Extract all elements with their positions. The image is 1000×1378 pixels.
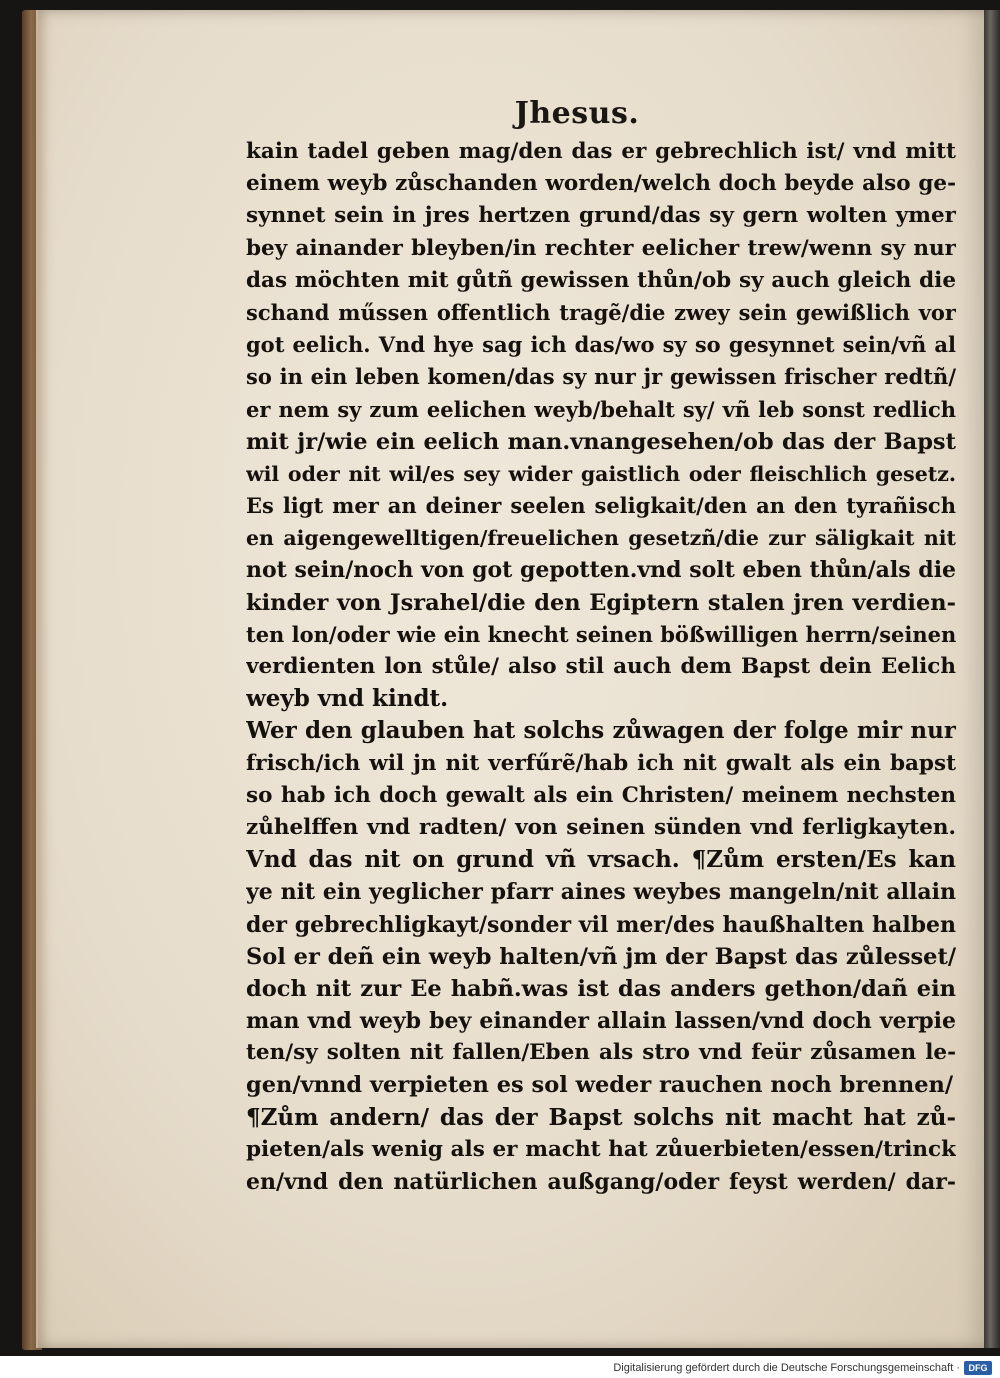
text-line: synnet sein in jres hertzen grund/das sy gern wolten ymer <box>246 203 956 229</box>
text-line: mit jr/wie ein eelich man.vnangesehen/ob das der Bapst <box>246 428 956 455</box>
text-line: weyb vnd kindt. <box>246 685 449 713</box>
text-line: das möchten mit gůtñ gewissen thůn/ob sy auch gleich die <box>246 267 956 293</box>
adjacent-page-edge <box>984 10 1000 1348</box>
text-line: gen/vnnd verpieten es sol weder rauchen noch brennen/ <box>246 1072 954 1099</box>
text-line: Es ligt mer an deiner seelen seligkait/den an den tyrañisch <box>246 493 956 519</box>
text-line: pieten/als wenig als er macht hat zůuerbieten/essen/trinck <box>246 1136 956 1162</box>
text-line: man vnd weyb bey einander allain lassen/vnd doch verpie <box>246 1008 956 1035</box>
text-line: not sein/noch von got gepotten.vnd solt eben thůn/als die <box>246 557 956 584</box>
text-line: doch nit zur Ee habñ.was ist das anders gethon/dañ ein <box>246 975 956 1002</box>
text-line: schand műssen offentlich tragẽ/die zwey sein gewißlich vor <box>246 299 956 325</box>
text-line: bey ainander bleyben/in rechter eelicher trew/wenn sy nur <box>246 235 956 261</box>
text-line: der gebrechligkayt/sonder vil mer/des haußhalten halben <box>246 911 956 938</box>
page-heading: Jhesus. <box>514 96 640 131</box>
text-line: en aigengewelltigen/freuelichen gesetzñ/die zur säligkait nit <box>246 526 956 551</box>
text-line: ye nit ein yeglicher pfarr aines weybes mangeln/nit allain <box>246 879 956 906</box>
text-line: ¶Zům andern/ das der Bapst solchs nit macht hat zů‑ <box>246 1103 956 1131</box>
text-line: ten/sy solten nit fallen/Eben als stro vnd feür zůsamen le‑ <box>246 1040 956 1066</box>
text-line: kinder von Jsrahel/die den Egiptern stalen jren verdien‑ <box>246 589 956 616</box>
text-line: Wer den glauben hat solchs zůwagen der folge mir nur <box>246 717 956 745</box>
text-line: en/vnd den natürlichen außgang/oder feyst werden/ dar‑ <box>246 1169 956 1195</box>
text-line: so hab ich doch gewalt als ein Christen/ meinem nechsten <box>246 782 956 808</box>
text-line: ten lon/oder wie ein knecht seinen bößwilligen herrn/seinen <box>246 621 956 647</box>
text-line: kain tadel geben mag/den das er gebrechlich ist/ vnd mitt <box>246 139 956 164</box>
funding-credit: Digitalisierung gefördert durch die Deutsche Forschungsgemeinschaft · <box>613 1362 960 1374</box>
text-line: frisch/ich wil jn nit verfűrẽ/hab ich nit gwalt als ein bapst <box>246 750 956 776</box>
page-text <box>246 136 956 1198</box>
text-line: er nem sy zum eelichen weyb/behalt sy/ vñ leb sonst redlich <box>246 396 956 422</box>
text-line: Vnd das nit on grund vñ vrsach. ¶Zům ersten/Es kan <box>246 846 956 874</box>
text-line: wil oder nit wil/es sey wider gaistlich oder fleischlich gesetz. <box>246 461 956 486</box>
text-line: so in ein leben komen/das sy nur jr gewissen frischer redtñ/ <box>246 364 956 390</box>
text-line: Sol er deñ ein weyb halten/vñ jm der Bapst das zůlesset/ <box>246 943 956 970</box>
dfg-logo: DFG <box>964 1361 992 1375</box>
book-page <box>36 10 986 1348</box>
text-line: verdienten lon stůle/ also stil auch dem Bapst dein Eelich <box>246 654 956 679</box>
text-line: got eelich. Vnd hye sag ich das/wo sy so gesynnet sein/vñ al <box>246 332 956 358</box>
text-line: zůhelffen vnd radten/ von seinen sünden vnd ferligkayten. <box>246 814 956 840</box>
text-line: einem weyb zůschanden worden/welch doch beyde also ge‑ <box>246 171 956 197</box>
footer-bar <box>0 1356 1000 1378</box>
